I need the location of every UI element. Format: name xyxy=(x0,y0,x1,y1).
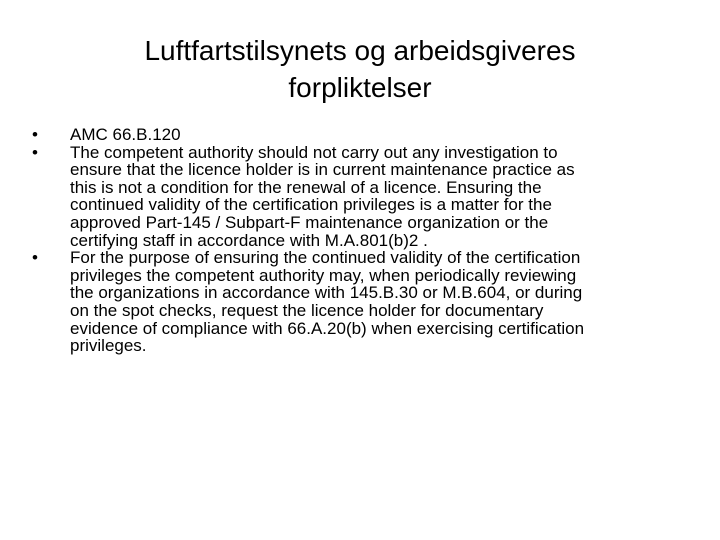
bullet-text-line: on the spot checks, request the licence holder for documentary xyxy=(70,300,544,320)
bullet-item-validity xyxy=(28,249,688,355)
bullet-text-line: privileges. xyxy=(70,336,147,356)
bullet-text-line: ensure that the licence holder is in current maintenance practice as xyxy=(70,160,575,180)
bullet-marker: • xyxy=(32,142,38,162)
bullet-text-line: AMC 66.B.120 xyxy=(70,125,181,144)
bullet-text-line: privileges the competent authority may, when periodically reviewing xyxy=(70,265,577,285)
title-line-1: Luftfartstilsynets og arbeidsgiveres xyxy=(144,35,576,66)
bullet-text-line: certifying staff in accordance with M.A.801(b)2 . xyxy=(70,230,428,250)
bullet-item-amc xyxy=(28,126,688,144)
bullet-text-line: For the purpose of ensuring the continued validity of the certification xyxy=(70,248,581,268)
bullet-list xyxy=(28,126,688,355)
title-line-2: forpliktelser xyxy=(288,72,432,103)
bullet-text-line: the organizations in accordance with 145.B.30 or M.B.604, or during xyxy=(70,283,583,303)
bullet-text-line: continued validity of the certification privileges is a matter for the xyxy=(70,195,552,215)
bullet-text-line: The competent authority should not carry out any investigation to xyxy=(70,142,558,162)
bullet-marker: • xyxy=(32,248,38,268)
bullet-text-line: evidence of compliance with 66.A.20(b) when exercising certification xyxy=(70,318,585,338)
bullet-text-line: this is not a condition for the renewal of a licence. Ensuring the xyxy=(70,177,542,197)
bullet-marker: • xyxy=(32,125,38,144)
bullet-text-line: approved Part-145 / Subpart-F maintenance organization or the xyxy=(70,212,549,232)
slide-title xyxy=(36,32,684,106)
bullet-item-investigation xyxy=(28,144,688,250)
